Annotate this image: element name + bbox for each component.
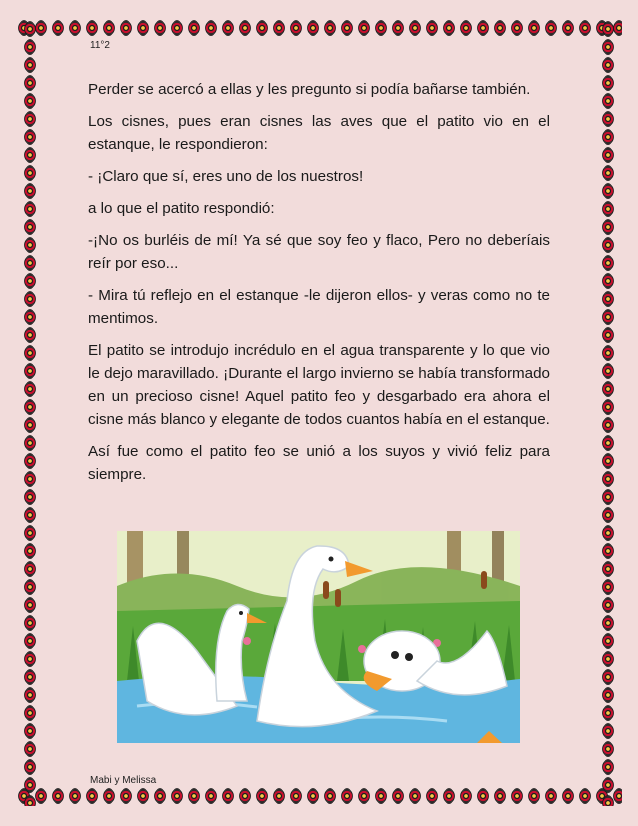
border-ornament-icon (21, 236, 40, 255)
story-text (88, 78, 550, 495)
border-ornament-icon (406, 787, 425, 806)
border-ornament-icon (21, 344, 40, 363)
border-ornament-icon (372, 787, 391, 806)
border-ornament-icon (21, 776, 40, 795)
story-paragraph: a lo que el patito respondió: (88, 200, 275, 217)
border-ornament-icon (185, 19, 204, 38)
border-ornament-icon (525, 19, 544, 38)
border-ornament-icon (21, 218, 40, 237)
border-bottom (16, 786, 622, 808)
border-ornament-icon (355, 19, 374, 38)
border-ornament-icon (599, 128, 618, 147)
border-ornament-icon (599, 290, 618, 309)
border-ornament-icon (599, 452, 618, 471)
border-ornament-icon (21, 632, 40, 651)
border-ornament-icon (117, 19, 136, 38)
border-ornament-icon (304, 787, 323, 806)
border-ornament-icon (304, 19, 323, 38)
border-ornament-icon (21, 38, 40, 57)
border-ornament-icon (21, 254, 40, 273)
story-paragraph: Así fue como el patito feo se unió a los suyos y vivió feliz para siempre. (88, 443, 550, 483)
border-right (598, 20, 620, 806)
border-ornament-icon (599, 218, 618, 237)
border-ornament-icon (599, 308, 618, 327)
border-ornament-icon (599, 542, 618, 561)
border-ornament-icon (168, 787, 187, 806)
border-ornament-icon (423, 19, 442, 38)
border-ornament-icon (21, 650, 40, 669)
border-ornament-icon (21, 794, 40, 806)
border-ornament-icon (202, 19, 221, 38)
border-ornament-icon (21, 704, 40, 723)
border-ornament-icon (457, 19, 476, 38)
border-ornament-icon (21, 416, 40, 435)
border-ornament-icon (599, 650, 618, 669)
border-ornament-icon (389, 19, 408, 38)
border-ornament-icon (21, 614, 40, 633)
border-ornament-icon (599, 164, 618, 183)
border-ornament-icon (599, 668, 618, 687)
border-ornament-icon (168, 19, 187, 38)
border-ornament-icon (21, 164, 40, 183)
border-ornament-icon (219, 19, 238, 38)
border-ornament-icon (21, 290, 40, 309)
border-ornament-icon (49, 787, 68, 806)
border-ornament-icon (321, 787, 340, 806)
border-ornament-icon (474, 19, 493, 38)
border-ornament-icon (599, 38, 618, 57)
border-ornament-icon (599, 596, 618, 615)
story-paragraph: El patito se introdujo incrédulo en el agua transparente y lo que vio le dejo maravillado. ¡Durante el largo invierno se había transformado en un precioso cisne! Aquel patito feo y desgarbado era ahora el cisne más blanco y elegante de todos cuantos había en el estanque. (88, 342, 550, 428)
border-ornament-icon (599, 704, 618, 723)
border-ornament-icon (599, 182, 618, 201)
border-ornament-icon (491, 787, 510, 806)
border-ornament-icon (21, 308, 40, 327)
border-ornament-icon (508, 19, 527, 38)
border-ornament-icon (270, 19, 289, 38)
border-ornament-icon (599, 380, 618, 399)
border-ornament-icon (599, 56, 618, 75)
border-ornament-icon (253, 787, 272, 806)
border-ornament-icon (21, 524, 40, 543)
border-ornament-icon (491, 19, 510, 38)
border-ornament-icon (21, 668, 40, 687)
border-ornament-icon (542, 787, 561, 806)
border-ornament-icon (117, 787, 136, 806)
story-paragraph: - Mira tú reflejo en el estanque -le dijeron ellos- y veras como no te mentimos. (88, 287, 550, 327)
border-ornament-icon (151, 787, 170, 806)
border-ornament-icon (599, 416, 618, 435)
border-ornament-icon (253, 19, 272, 38)
border-ornament-icon (21, 542, 40, 561)
border-ornament-icon (389, 787, 408, 806)
border-ornament-icon (599, 524, 618, 543)
border-ornament-icon (66, 19, 85, 38)
border-ornament-icon (457, 787, 476, 806)
border-ornament-icon (21, 758, 40, 777)
border-ornament-icon (134, 19, 153, 38)
border-ornament-icon (21, 74, 40, 93)
border-ornament-icon (83, 19, 102, 38)
border-ornament-icon (321, 19, 340, 38)
border-ornament-icon (21, 488, 40, 507)
border-ornament-icon (599, 758, 618, 777)
border-ornament-icon (338, 19, 357, 38)
border-ornament-icon (270, 787, 289, 806)
border-ornament-icon (21, 740, 40, 759)
swans-illustration (117, 531, 520, 743)
border-ornament-icon (21, 200, 40, 219)
border-ornament-icon (599, 506, 618, 525)
border-ornament-icon (599, 236, 618, 255)
border-ornament-icon (599, 326, 618, 345)
border-ornament-icon (21, 434, 40, 453)
border-ornament-icon (287, 787, 306, 806)
page-header-label: 11°2 (90, 40, 110, 51)
border-ornament-icon (21, 146, 40, 165)
border-ornament-icon (21, 128, 40, 147)
border-ornament-icon (599, 398, 618, 417)
border-ornament-icon (599, 254, 618, 273)
border-ornament-icon (236, 787, 255, 806)
border-ornament-icon (49, 19, 68, 38)
border-ornament-icon (599, 74, 618, 93)
border-ornament-icon (21, 506, 40, 525)
border-ornament-icon (21, 452, 40, 471)
border-ornament-icon (21, 20, 40, 38)
border-ornament-icon (599, 146, 618, 165)
border-ornament-icon (21, 182, 40, 201)
border-ornament-icon (474, 787, 493, 806)
border-ornament-icon (599, 686, 618, 705)
border-ornament-icon (508, 787, 527, 806)
border-ornament-icon (599, 110, 618, 129)
border-ornament-icon (21, 470, 40, 489)
border-ornament-icon (559, 19, 578, 38)
border-ornament-icon (21, 596, 40, 615)
border-ornament-icon (21, 110, 40, 129)
border-ornament-icon (21, 578, 40, 597)
border-ornament-icon (21, 722, 40, 741)
border-ornament-icon (599, 740, 618, 759)
border-ornament-icon (525, 787, 544, 806)
border-ornament-icon (21, 326, 40, 345)
border-ornament-icon (372, 19, 391, 38)
border-ornament-icon (21, 398, 40, 417)
border-ornament-icon (236, 19, 255, 38)
border-ornament-icon (21, 362, 40, 381)
story-paragraph: -¡No os burléis de mí! Ya sé que soy feo y flaco, Pero no deberíais reír por eso... (88, 232, 550, 272)
story-paragraph: Perder se acercó a ellas y les pregunto si podía bañarse también. (88, 81, 531, 98)
border-ornament-icon (599, 362, 618, 381)
border-ornament-icon (599, 92, 618, 111)
border-ornament-icon (185, 787, 204, 806)
border-ornament-icon (219, 787, 238, 806)
border-ornament-icon (21, 272, 40, 291)
border-ornament-icon (599, 434, 618, 453)
story-paragraph: Los cisnes, pues eran cisnes las aves que el patito vio en el estanque, le respondieron: (88, 113, 550, 153)
border-ornament-icon (406, 19, 425, 38)
border-ornament-icon (599, 344, 618, 363)
border-ornament-icon (599, 488, 618, 507)
border-ornament-icon (100, 787, 119, 806)
border-left (20, 20, 42, 806)
page-footer-authors: Mabi y Melissa (90, 775, 157, 786)
border-ornament-icon (21, 686, 40, 705)
border-ornament-icon (83, 787, 102, 806)
border-ornament-icon (599, 560, 618, 579)
border-ornament-icon (287, 19, 306, 38)
border-ornament-icon (66, 787, 85, 806)
border-ornament-icon (599, 614, 618, 633)
story-paragraph: - ¡Claro que sí, eres uno de los nuestros! (88, 168, 364, 185)
border-ornament-icon (559, 787, 578, 806)
border-ornament-icon (423, 787, 442, 806)
border-ornament-icon (576, 19, 595, 38)
border-ornament-icon (21, 560, 40, 579)
border-ornament-icon (151, 19, 170, 38)
border-ornament-icon (599, 272, 618, 291)
border-ornament-icon (599, 20, 618, 38)
border-ornament-icon (599, 776, 618, 795)
border-top (16, 18, 622, 40)
border-ornament-icon (576, 787, 595, 806)
border-ornament-icon (599, 470, 618, 489)
border-ornament-icon (440, 787, 459, 806)
border-ornament-icon (134, 787, 153, 806)
border-ornament-icon (202, 787, 221, 806)
border-ornament-icon (21, 380, 40, 399)
border-ornament-icon (338, 787, 357, 806)
border-ornament-icon (599, 722, 618, 741)
border-ornament-icon (21, 56, 40, 75)
border-ornament-icon (599, 632, 618, 651)
border-ornament-icon (599, 794, 618, 806)
border-ornament-icon (542, 19, 561, 38)
border-ornament-icon (355, 787, 374, 806)
border-ornament-icon (100, 19, 119, 38)
border-ornament-icon (599, 200, 618, 219)
border-ornament-icon (21, 92, 40, 111)
border-ornament-icon (440, 19, 459, 38)
border-ornament-icon (599, 578, 618, 597)
